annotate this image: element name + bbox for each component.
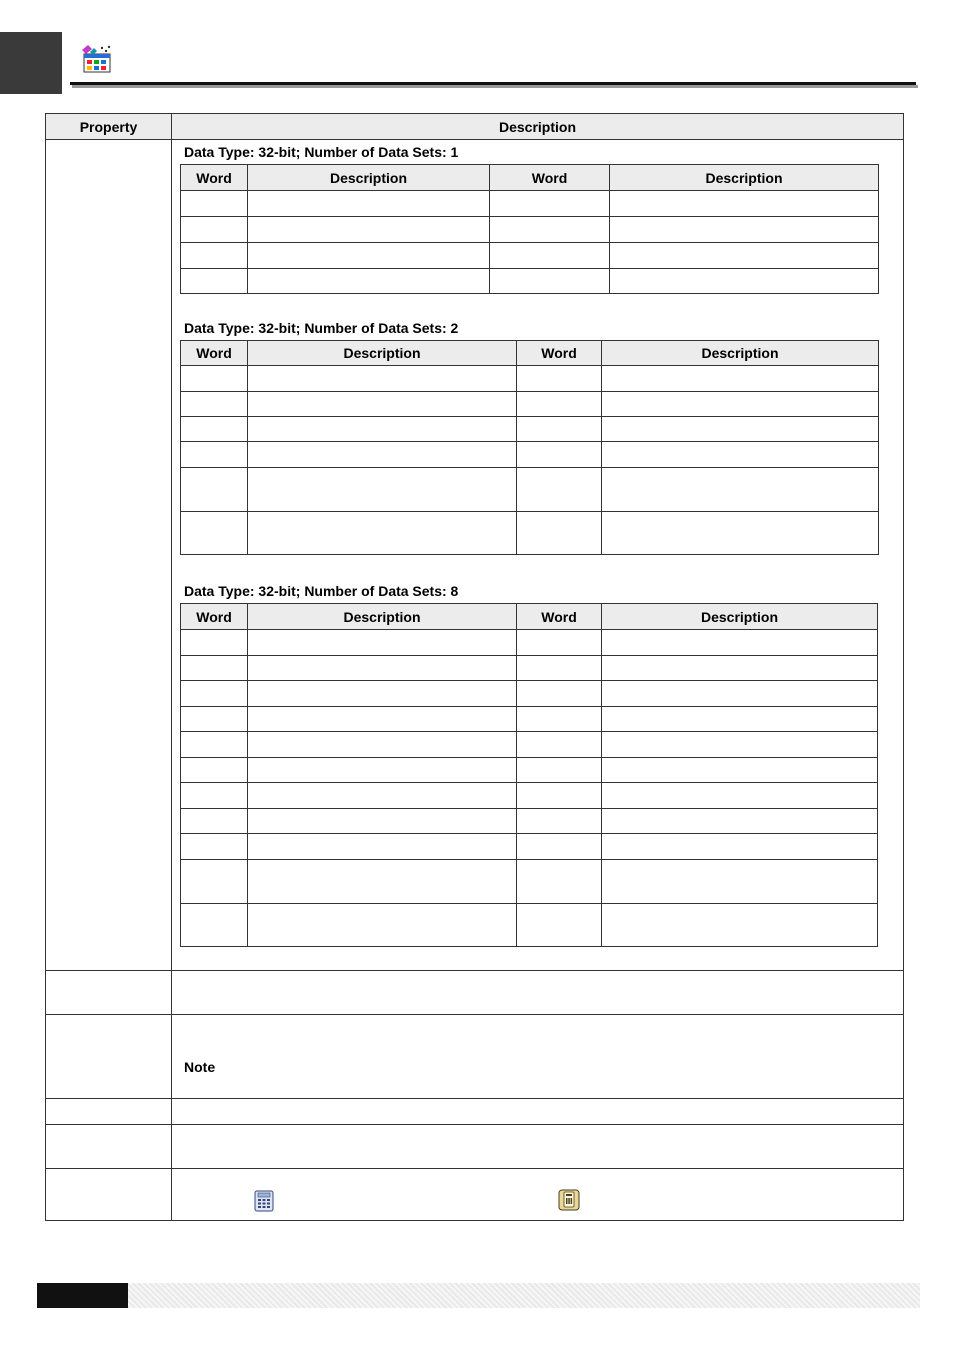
property-header: Property [46,114,171,139]
column-divider [247,164,248,294]
chapter-tab [0,32,62,94]
row-divider [180,833,878,834]
column-divider [247,603,248,947]
row-divider [180,706,878,707]
table-border [180,554,879,555]
word-column-header: Word [181,341,247,365]
row-divider [180,859,878,860]
description-column-header: Description [602,341,878,365]
table-border [180,603,878,604]
word-column-header: Word [181,165,247,190]
section-title-1: Data Type: 32-bit; Number of Data Sets: 1 [184,144,459,160]
column-divider [601,340,602,555]
column-divider [609,164,610,294]
footer-bar [128,1283,920,1308]
column-divider [878,340,879,555]
row-divider [180,416,879,417]
row-divider [180,808,878,809]
description-column-header: Description [248,604,516,629]
row-divider [180,441,879,442]
column-divider [601,603,602,947]
description-header: Description [172,114,903,139]
row-divider [180,511,879,512]
keypad-icon[interactable] [558,1189,580,1211]
row-divider [180,216,879,217]
calculator-icon[interactable] [254,1190,274,1212]
word-column-header: Word [517,341,601,365]
column-divider [180,164,181,294]
section-title-3: Data Type: 32-bit; Number of Data Sets: 8 [184,583,459,599]
row-divider [180,629,878,630]
word-column-header: Word [181,604,247,629]
column-divider [180,603,181,947]
row-divider [180,268,879,269]
table-border [180,164,879,165]
table-border [180,293,879,294]
row-divider [180,365,879,366]
column-divider [877,603,878,947]
header-rule [70,82,916,85]
row-divider [180,190,879,191]
column-divider [247,340,248,555]
row-divider [180,731,878,732]
column-divider [180,340,181,555]
footer-page-tab [37,1283,129,1308]
row-divider [180,655,878,656]
row-divider [180,782,878,783]
table-border [180,340,879,341]
description-column-header: Description [610,165,878,190]
row-divider [180,680,878,681]
row-divider [180,757,878,758]
row-divider [180,467,879,468]
description-column-header: Description [248,165,489,190]
description-column-header: Description [248,341,516,365]
description-column-header: Description [602,604,877,629]
column-divider [516,603,517,947]
section-title-2: Data Type: 32-bit; Number of Data Sets: 2 [184,320,459,336]
table-border [180,946,878,947]
column-divider [489,164,490,294]
column-divider [516,340,517,555]
row-divider [180,242,879,243]
note-label: Note [184,1059,216,1075]
word-column-header: Word [517,604,601,629]
column-divider [878,164,879,294]
row-divider [180,391,879,392]
word-column-header: Word [490,165,609,190]
app-logo-icon [80,44,112,74]
row-divider [180,903,878,904]
